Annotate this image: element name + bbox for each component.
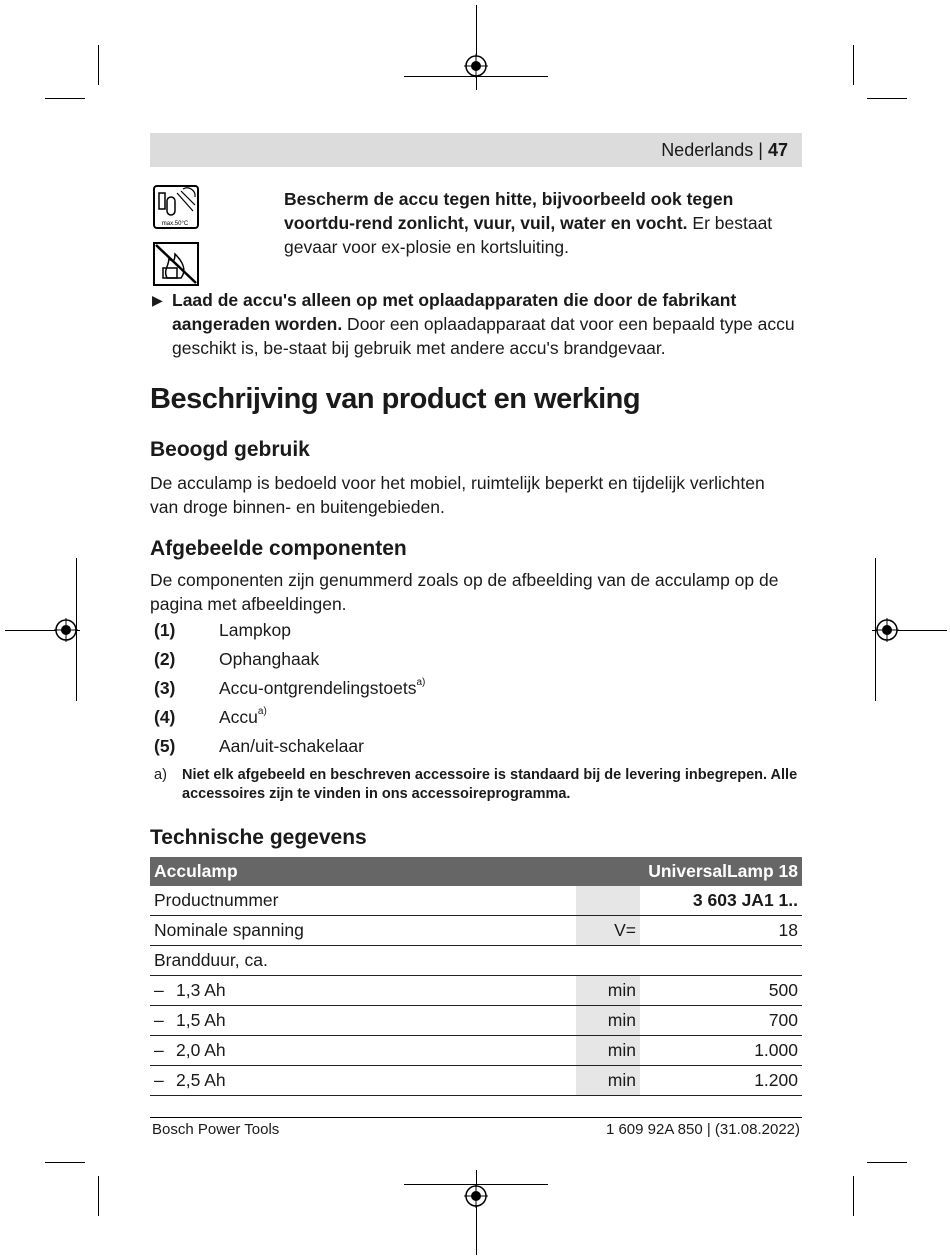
warning-charger-text: Door een oplaadapparaat dat voor een bepaald type accu geschikt is, be-staat bij gebruik met andere accu's brandgevaar. [172, 314, 795, 358]
registration-mark-icon [464, 54, 488, 78]
intended-use-text: De acculamp is bedoeld voor het mobiel, ruimtelijk beperkt en tijdelijk verlichten van droge binnen- en buitengebieden. [150, 473, 765, 517]
row-value: 18 [640, 916, 802, 946]
dash-mark: – [154, 1040, 164, 1060]
warning-icons [153, 185, 201, 299]
row-label [150, 916, 576, 946]
component-number: (3) [154, 678, 176, 698]
section-title: Beschrijving van product en werking [150, 383, 641, 415]
footnote-text: Niet elk afgebeeld en beschreven accessoire is standaard bij de levering inbegrepen. Alle accessoires zijn te vinden in ons accessoireprogramma. [182, 767, 798, 802]
row-unit [576, 946, 640, 976]
component-label: Aan/uit-schakelaar [219, 736, 364, 756]
dash-mark: – [154, 1070, 164, 1090]
row-value: 500 [640, 976, 802, 1006]
table-header-row [150, 857, 802, 886]
component-label: Lampkop [219, 620, 291, 640]
warning-heat-bold: Bescherm de accu tegen hitte, bijvoorbeeld ook tegen voortdu-rend zonlicht, vuur, vuil, water en vocht. [284, 189, 734, 233]
table-row [150, 976, 802, 1006]
row-label-text: 2,0 Ah [176, 1040, 226, 1060]
row-label-text: Productnummer [154, 890, 279, 910]
row-value: 3 603 JA1 1.. [640, 886, 802, 916]
row-value: 1.000 [640, 1036, 802, 1066]
row-unit: min [576, 1036, 640, 1066]
component-number: (2) [154, 649, 176, 669]
row-value: 700 [640, 1006, 802, 1036]
registration-mark-icon [464, 1184, 488, 1208]
warning-charger-bold: Laad de accu's alleen op met oplaadapparaten die door de fabrikant aangeraden worden. [172, 290, 737, 334]
bullet-arrow-icon: ▶ [152, 292, 163, 308]
table-header-unit [576, 857, 640, 886]
table-row [150, 916, 802, 946]
row-label [150, 1066, 576, 1096]
row-label-text: Nominale spanning [154, 920, 304, 940]
table-row [150, 1006, 802, 1036]
table-row [150, 1066, 802, 1096]
component-label: Ophanghaak [219, 649, 320, 669]
row-label [150, 1006, 576, 1036]
header-separator: | [758, 140, 763, 160]
tech-title: Technische gegevens [150, 826, 367, 849]
header-language: Nederlands [661, 140, 754, 160]
table-row [150, 1036, 802, 1066]
row-label-text: 1,5 Ah [176, 1010, 226, 1030]
no-fire-icon [153, 242, 199, 286]
row-label-text: 2,5 Ah [176, 1070, 226, 1090]
row-label-text: 1,3 Ah [176, 980, 226, 1000]
dash-mark: – [154, 980, 164, 1000]
table-header-label: Acculamp [150, 857, 576, 886]
warning-heat-text: Er bestaat gevaar voor ex-plosie en kortsluiting. [284, 213, 773, 257]
component-label: Accu-ontgrendelingstoets$^{a)}$ [219, 677, 426, 698]
component-number: (5) [154, 736, 176, 756]
warning-heat [284, 187, 794, 259]
components-title: Afgebeelde componenten [150, 537, 407, 560]
component-label: Accu$^{a)}$ [219, 706, 267, 727]
row-label [150, 976, 576, 1006]
row-value: 1.200 [640, 1066, 802, 1096]
row-unit: min [576, 976, 640, 1006]
row-unit [576, 886, 640, 916]
row-unit: min [576, 1006, 640, 1036]
page-number: 47 [767, 140, 788, 160]
registration-mark-icon [54, 618, 78, 642]
row-unit: min [576, 1066, 640, 1096]
component-number: (4) [154, 707, 176, 727]
spec-table [150, 857, 802, 1096]
registration-mark-icon [875, 618, 899, 642]
header-text [661, 140, 788, 161]
page-header [150, 133, 802, 167]
row-unit: V= [576, 916, 640, 946]
warning-charger [152, 288, 802, 360]
row-label [150, 1036, 576, 1066]
table-header-value: UniversalLamp 18 [640, 857, 802, 886]
footer-doc-number: 1 609 92A 850 | (31.08.2022) [605, 1121, 800, 1138]
svg-text:max.50°C: max.50°C [161, 221, 189, 227]
row-label [150, 886, 576, 916]
intended-use-title: Beoogd gebruik [150, 438, 310, 461]
components-intro: De componenten zijn genummerd zoals op de afbeelding van de acculamp op de pagina met afbeeldingen. [150, 570, 779, 614]
row-value [640, 946, 802, 976]
row-label [150, 946, 576, 976]
footer-divider [150, 1117, 802, 1118]
table-row [150, 886, 802, 916]
table-row [150, 946, 802, 976]
row-label-text: Brandduur, ca. [154, 950, 268, 970]
footnote-mark: a) [154, 767, 167, 783]
dash-mark: – [154, 1010, 164, 1030]
heat-sun-water-icon [153, 185, 199, 229]
footer-brand: Bosch Power Tools [152, 1121, 280, 1138]
component-number: (1) [154, 620, 176, 640]
